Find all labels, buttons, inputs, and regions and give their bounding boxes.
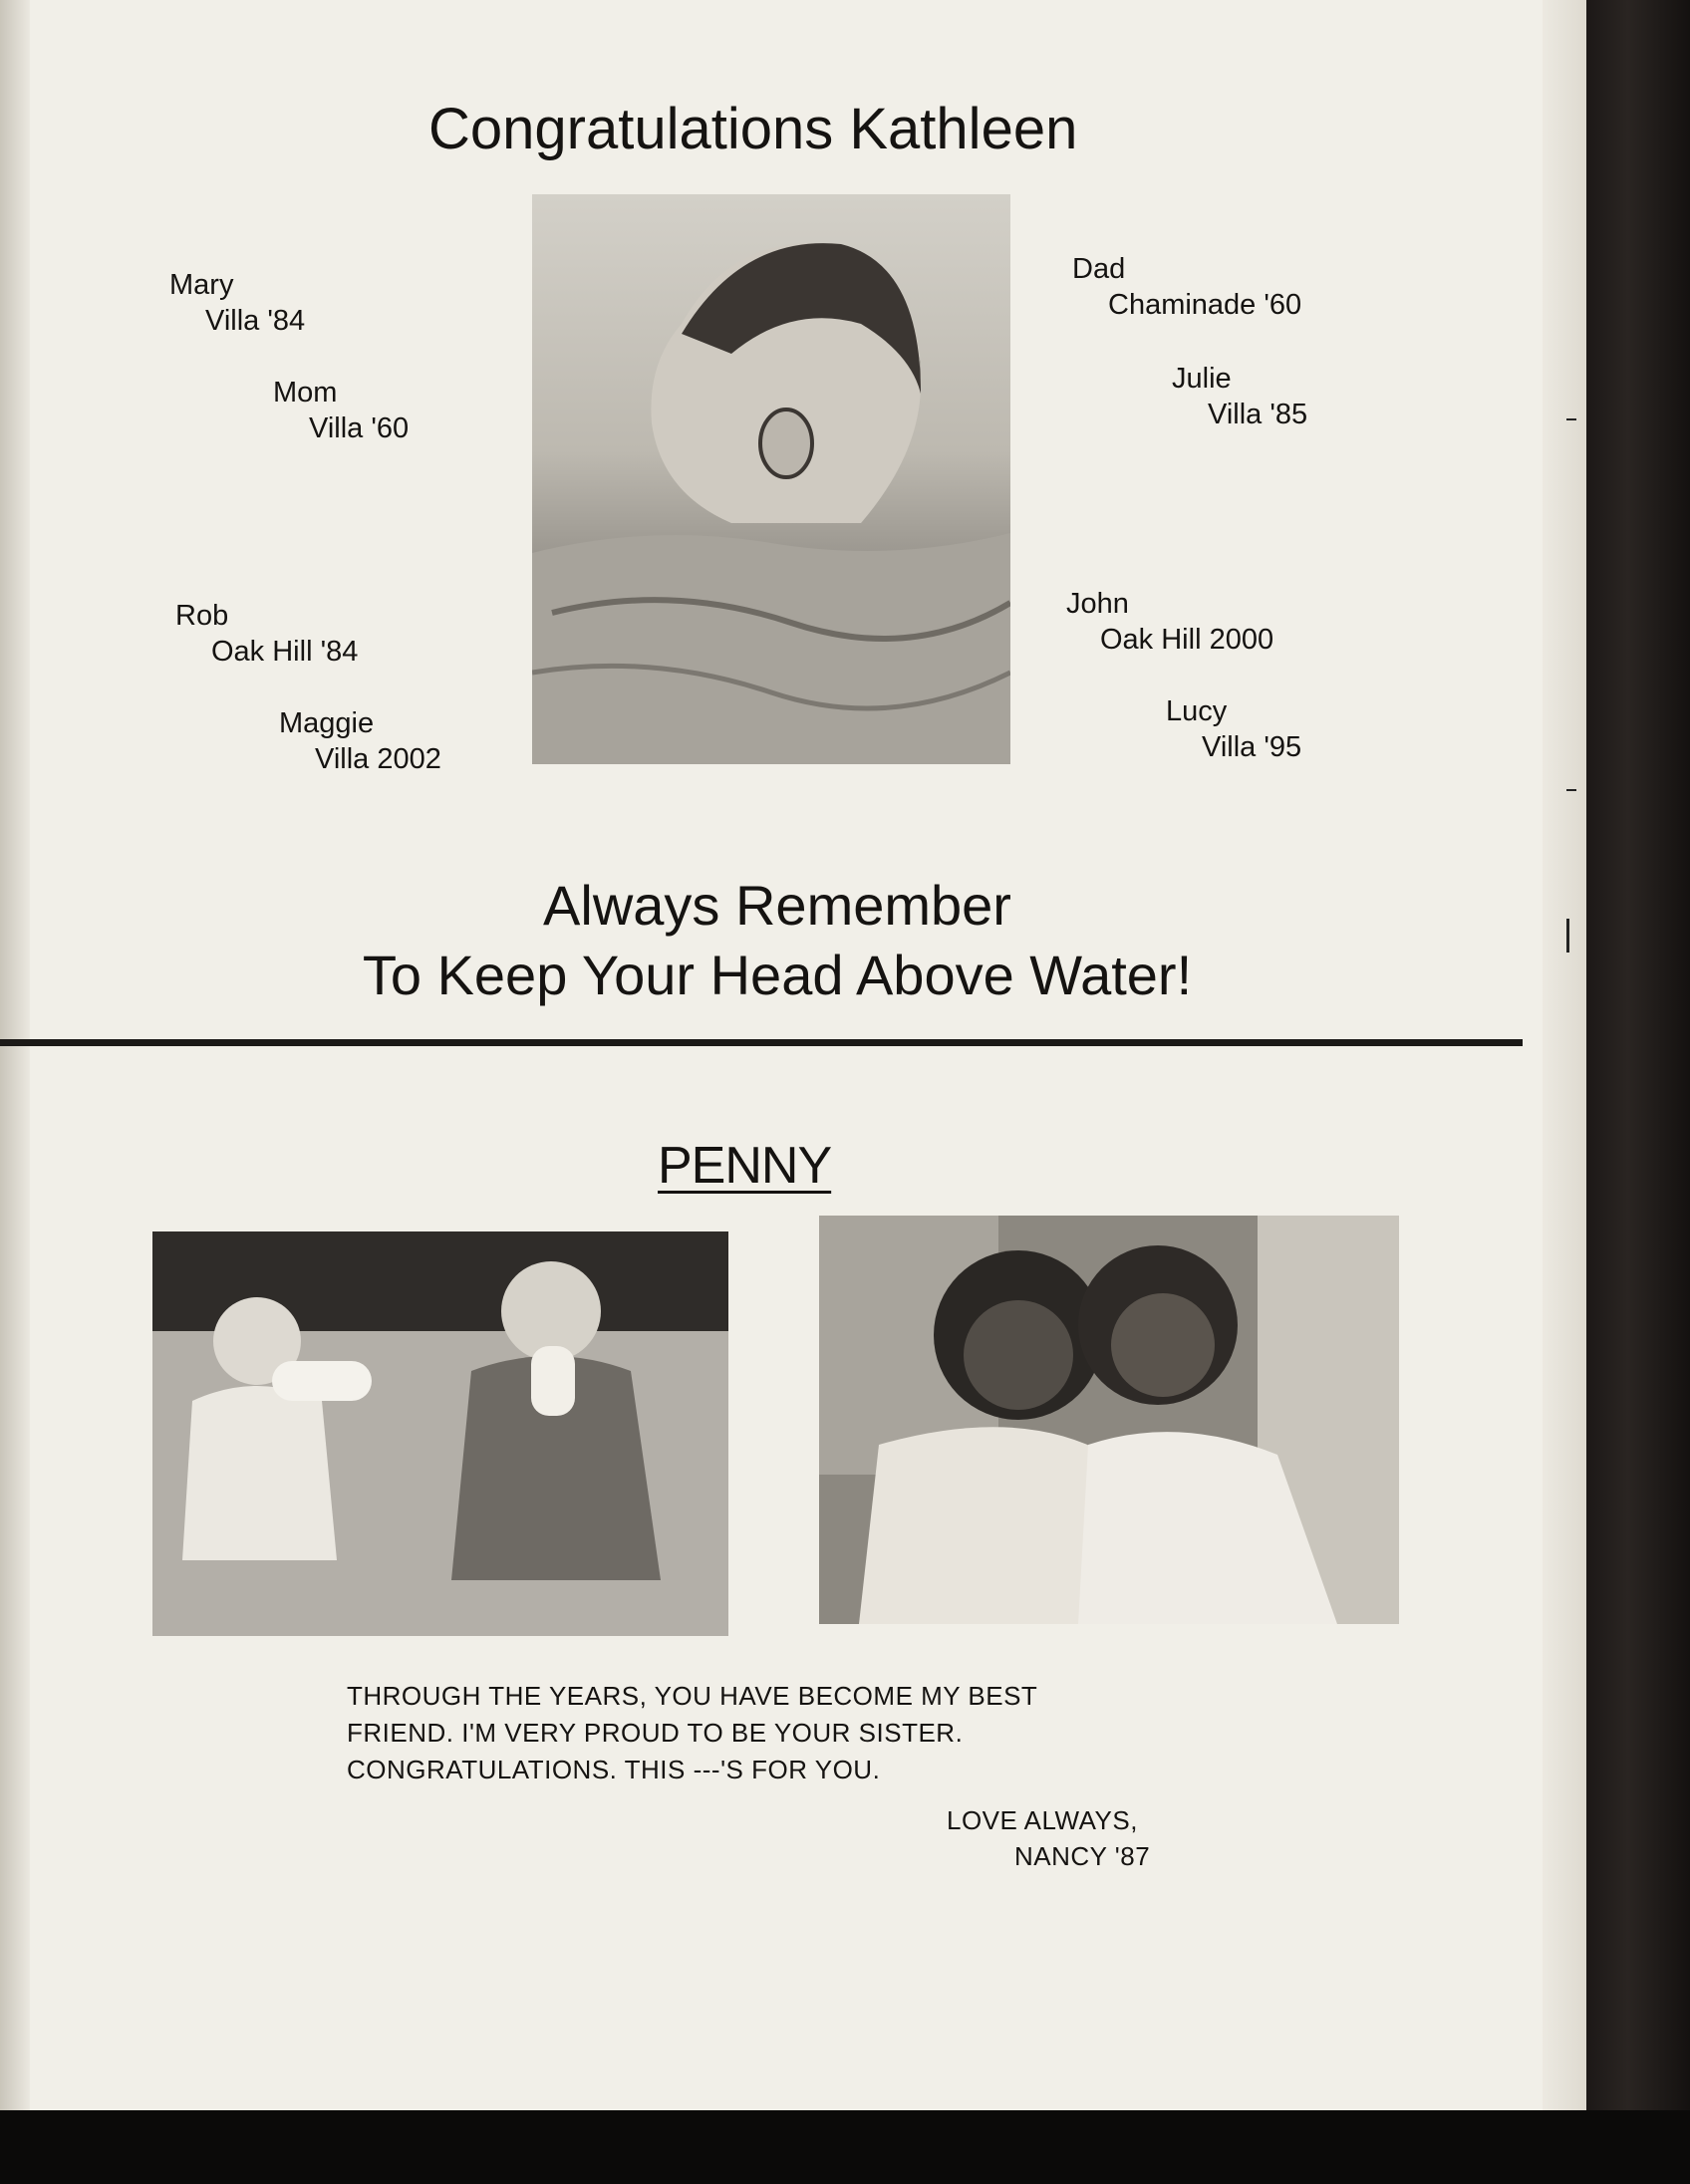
message-line: CONGRATULATIONS. THIS ---'S FOR YOU.	[347, 1755, 881, 1784]
edge-mark	[1566, 919, 1569, 953]
person-class: Oak Hill 2000	[1100, 624, 1274, 656]
motto-line-2: To Keep Your Head Above Water!	[362, 944, 1193, 1006]
toddlers-with-bottles-photo	[152, 1231, 728, 1636]
person-name: Dad	[1072, 253, 1126, 285]
message-text	[347, 1678, 1037, 1788]
section-divider	[0, 1039, 1523, 1046]
book-cover-edge	[1586, 0, 1690, 2184]
person-class: Villa 2002	[315, 743, 441, 775]
person-name: Mom	[273, 377, 338, 409]
person-class: Villa '60	[309, 412, 410, 444]
person-name: Julie	[1172, 363, 1232, 395]
person-name: Maggie	[279, 707, 375, 739]
closing-text: LOVE ALWAYS,	[947, 1805, 1138, 1835]
binding-edge	[0, 0, 30, 2110]
signature-text: NANCY '87	[1014, 1841, 1151, 1871]
ad-title: Congratulations Kathleen	[428, 97, 1078, 161]
person-class: Villa '84	[205, 305, 306, 337]
swimming-child-photo	[532, 194, 1010, 764]
motto-line-1: Always Remember	[543, 874, 1011, 937]
penny-title: PENNY	[658, 1137, 832, 1195]
person-class: Oak Hill '84	[211, 636, 359, 668]
page-edge	[1543, 0, 1586, 2110]
person-name: John	[1066, 588, 1129, 620]
person-class: Villa '85	[1208, 399, 1308, 430]
edge-mark	[1566, 789, 1576, 791]
message-line: FRIEND. I'M VERY PROUD TO BE YOUR SISTER.	[347, 1718, 964, 1748]
person-class: Villa '95	[1202, 731, 1302, 763]
message-line: THROUGH THE YEARS, YOU HAVE BECOME MY BEST	[347, 1681, 1038, 1711]
person-name: Rob	[175, 600, 229, 632]
edge-mark	[1566, 418, 1576, 420]
sisters-photo	[819, 1216, 1399, 1624]
scan-background	[0, 2110, 1690, 2184]
person-class: Chaminade '60	[1108, 289, 1302, 321]
person-name: Mary	[169, 269, 234, 301]
person-name: Lucy	[1166, 695, 1228, 727]
